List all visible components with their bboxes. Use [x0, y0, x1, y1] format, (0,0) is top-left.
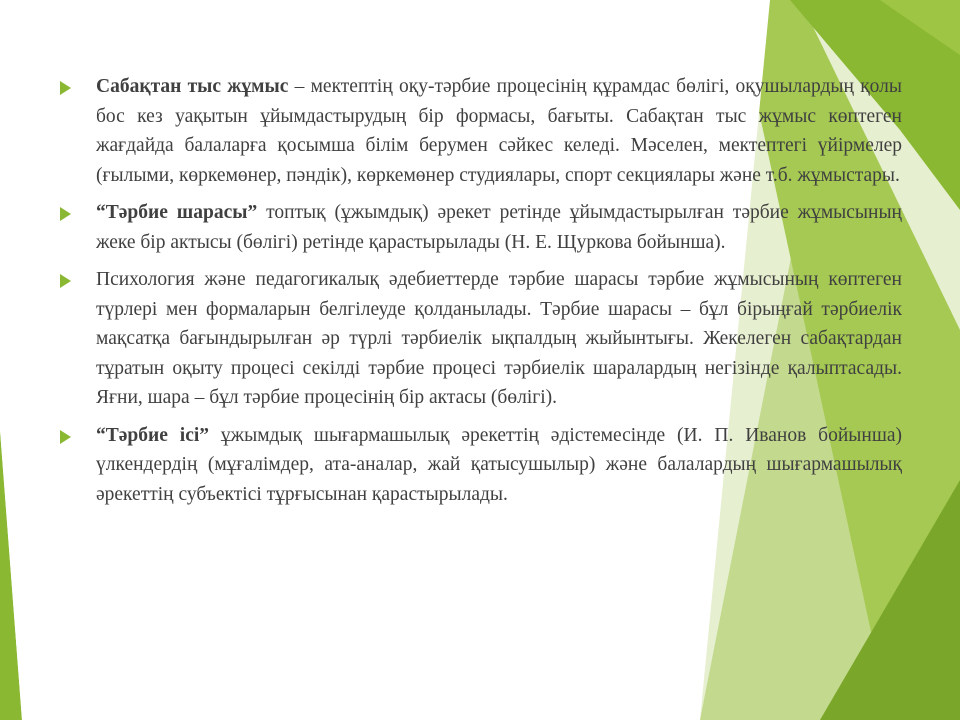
- slide-content: [60, 72, 902, 517]
- paragraph: [96, 72, 902, 190]
- lead-term: Сабақтан тыс жұмыс: [96, 76, 289, 97]
- lead-term: “Тәрбие шарасы”: [96, 202, 258, 223]
- triangle-right-icon: [60, 430, 71, 444]
- paragraph-text: ұжымдық шығармашылық әрекеттің әдістемесінде (И. П. Иванов бойынша) үлкендердің (мұғалімдер, ата-аналар, жай қатысушылыр) және балалардың шығармашылық әрекеттің субъектісі тұрғысынан қарастырылады.: [96, 424, 902, 505]
- paragraph: [96, 265, 902, 413]
- triangle-right-icon: [60, 274, 71, 288]
- paragraph-text: – мектептің оқу-тәрбие процесінің құрамдас бөлігі, оқушылардың қолы бос кез уақытын ұйымдастырудың бір формасы, бағыты. Сабақтан тыс жұмыс көптеген жағдайда балаларға қосымша білім берумен сәйкес келеді. Мәселен, мектептегі үйірмелер (ғылыми, көркемөнер, пәндік), көркемөнер студиялары, спорт секциялары және т.б. жұмыстары.: [96, 76, 902, 186]
- paragraph-text: топтық (ұжымдық) әрекет ретінде ұйымдастырылған тәрбие жұмысының жеке бір актысы (бөлігі) ретінде қарастырылады (Н. Е. Щуркова бойынша).: [96, 202, 902, 253]
- bullet-item: [60, 198, 902, 257]
- paragraph: [96, 198, 902, 257]
- triangle-right-icon: [60, 81, 71, 95]
- bullet-item: [60, 265, 902, 413]
- bullet-item: [60, 72, 902, 190]
- lead-term: “Тәрбие ісі”: [96, 424, 210, 446]
- triangle-right-icon: [60, 207, 71, 221]
- bullet-item: [60, 421, 902, 510]
- paragraph: [96, 421, 902, 510]
- paragraph-text: Психология және педагогикалық әдебиеттерде тәрбие шарасы тәрбие жұмысының көптеген түрлері мен формаларын белгілеуде қолданылады. Тәрбие шарасы – бұл бірыңғай тәрбиелік мақсатқа бағындырылған әр түрлі тәрбиелік ықпалдың жыйынтығы. Жекелеген сабақтардан тұратын оқыту процесі секілді тәрбие процесі тәрбиелік шаралардың негізінде қалыптасады. Яғни, шара – бұл тәрбие процесінің бір актасы (бөлігі).: [96, 269, 902, 408]
